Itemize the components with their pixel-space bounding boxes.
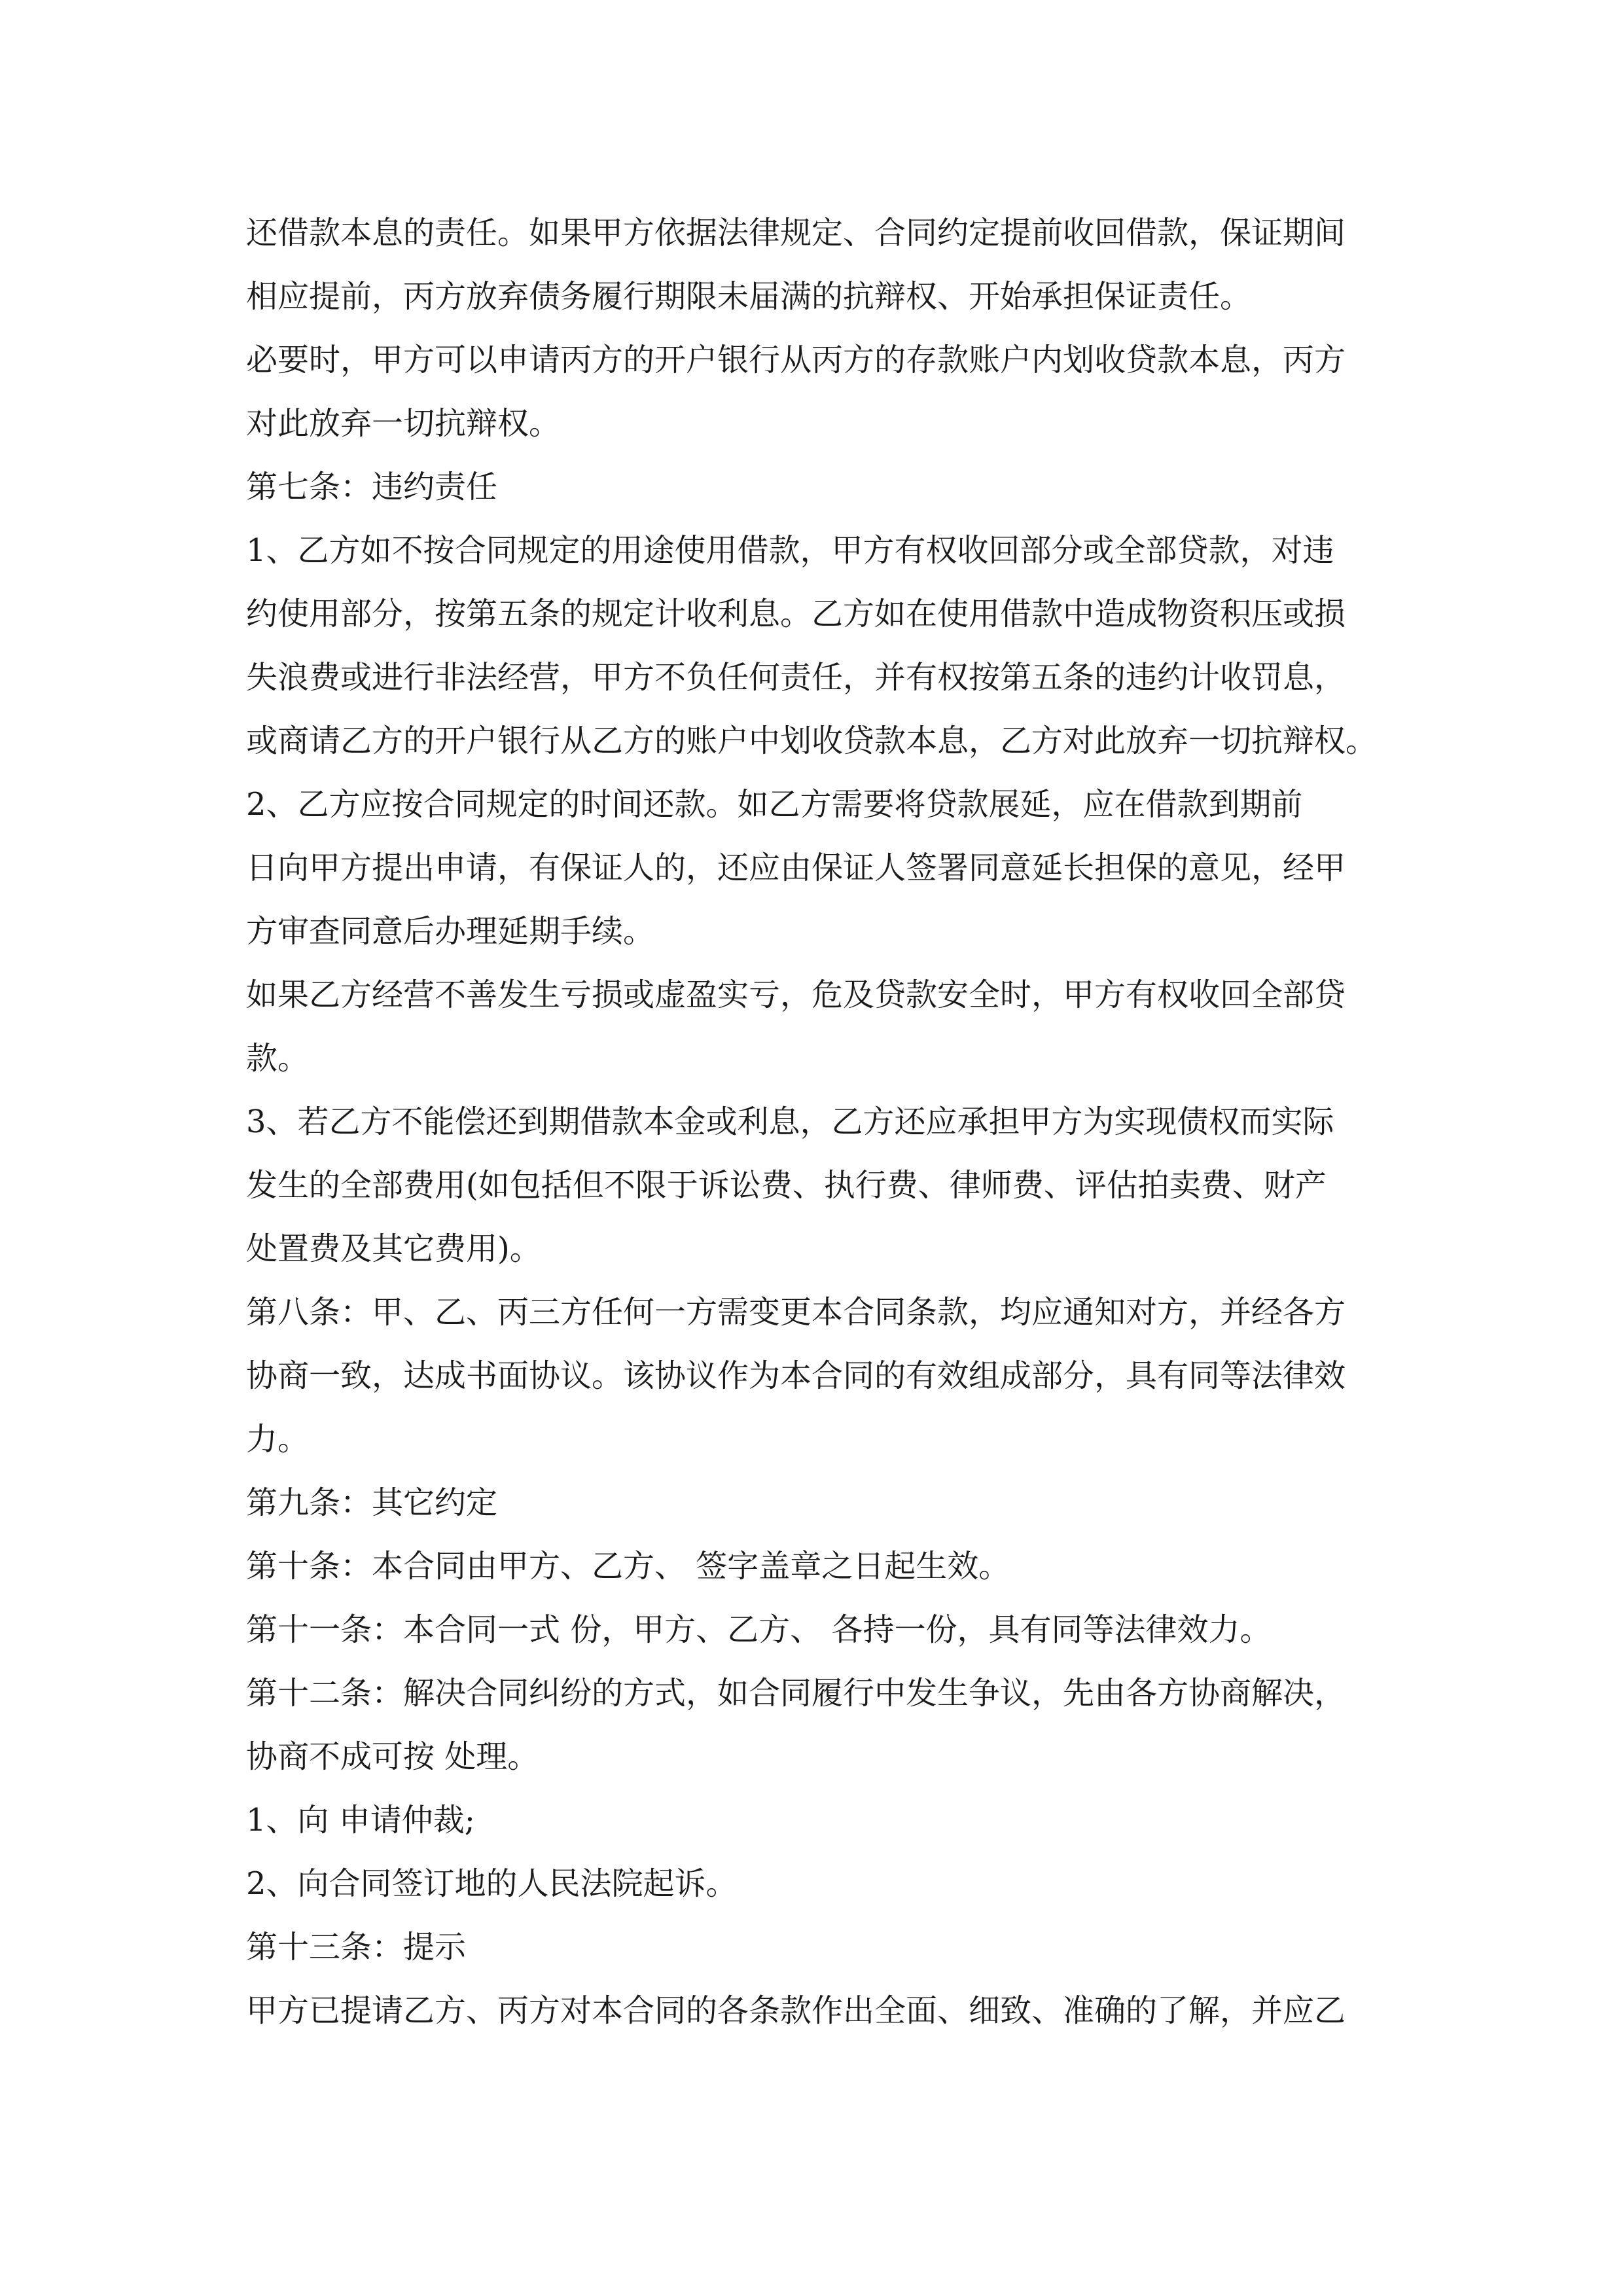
text-line: 发生的全部费用(如包括但不限于诉讼费、执行费、律师费、评估拍卖费、财产 <box>246 1167 1327 1204</box>
text-line: 力。 <box>246 1421 310 1458</box>
text-line: 3、若乙方不能偿还到期借款本金或利息，乙方还应承担甲方为实现债权而实际 <box>246 1103 1334 1140</box>
section-heading: 第九条：其它约定 <box>246 1484 498 1521</box>
document-body <box>246 202 1385 2043</box>
text-line: 款。 <box>246 1040 310 1077</box>
text-line: 对此放弃一切抗辩权。 <box>246 405 561 442</box>
section-heading: 第十二条：解决合同纠纷的方式，如合同履行中发生争议，先由各方协商解决， <box>246 1675 1346 1712</box>
text-line: 相应提前，丙方放弃债务履行期限未届满的抗辩权、开始承担保证责任。 <box>246 278 1252 315</box>
section-heading: 第十一条：本合同一式 份，甲方、乙方、 各持一份，具有同等法律效力。 <box>246 1611 1272 1648</box>
section-heading: 第八条：甲、乙、丙三方任何一方需变更本合同条款，均应通知对方，并经各方 <box>246 1294 1346 1331</box>
text-line: 1、乙方如不按合同规定的用途使用借款，甲方有权收回部分或全部贷款，对违 <box>246 532 1334 569</box>
text-line: 约使用部分，按第五条的规定计收利息。乙方如在使用借款中造成物资积压或损 <box>246 596 1346 632</box>
text-line: 2、向合同签订地的人民法院起诉。 <box>246 1865 738 1902</box>
text-line: 还借款本息的责任。如果甲方依据法律规定、合同约定提前收回借款，保证期间 <box>246 215 1346 251</box>
text-line: 方审查同意后办理延期手续。 <box>246 913 655 950</box>
text-line: 如果乙方经营不善发生亏损或虚盈实亏，危及贷款安全时，甲方有权收回全部贷 <box>246 977 1346 1013</box>
text-line: 协商一致，达成书面协议。该协议作为本合同的有效组成部分，具有同等法律效 <box>246 1357 1346 1394</box>
text-line: 失浪费或进行非法经营，甲方不负任何责任，并有权按第五条的违约计收罚息， <box>246 659 1346 696</box>
text-line: 或商请乙方的开户银行从乙方的账户中划收贷款本息，乙方对此放弃一切抗辩权。 <box>246 723 1378 759</box>
text-line: 日向甲方提出申请，有保证人的，还应由保证人签署同意延长担保的意见，经甲 <box>246 850 1346 886</box>
text-line: 1、向 申请仲裁; <box>246 1802 475 1839</box>
text-line: 甲方已提请乙方、丙方对本合同的各条款作出全面、细致、准确的了解，并应乙 <box>246 1992 1346 2029</box>
text-line: 处置费及其它费用)。 <box>246 1230 541 1267</box>
section-heading: 第十条：本合同由甲方、乙方、 签字盖章之日起生效。 <box>246 1548 1010 1585</box>
section-heading: 第七条：违约责任 <box>246 469 498 505</box>
text-line: 必要时，甲方可以申请丙方的开户银行从丙方的存款账户内划收贷款本息，丙方 <box>246 342 1346 378</box>
section-heading: 第十三条：提示 <box>246 1929 467 1965</box>
text-line: 协商不成可按 处理。 <box>246 1738 539 1775</box>
text-line: 2、乙方应按合同规定的时间还款。如乙方需要将贷款展延，应在借款到期前 <box>246 786 1303 823</box>
